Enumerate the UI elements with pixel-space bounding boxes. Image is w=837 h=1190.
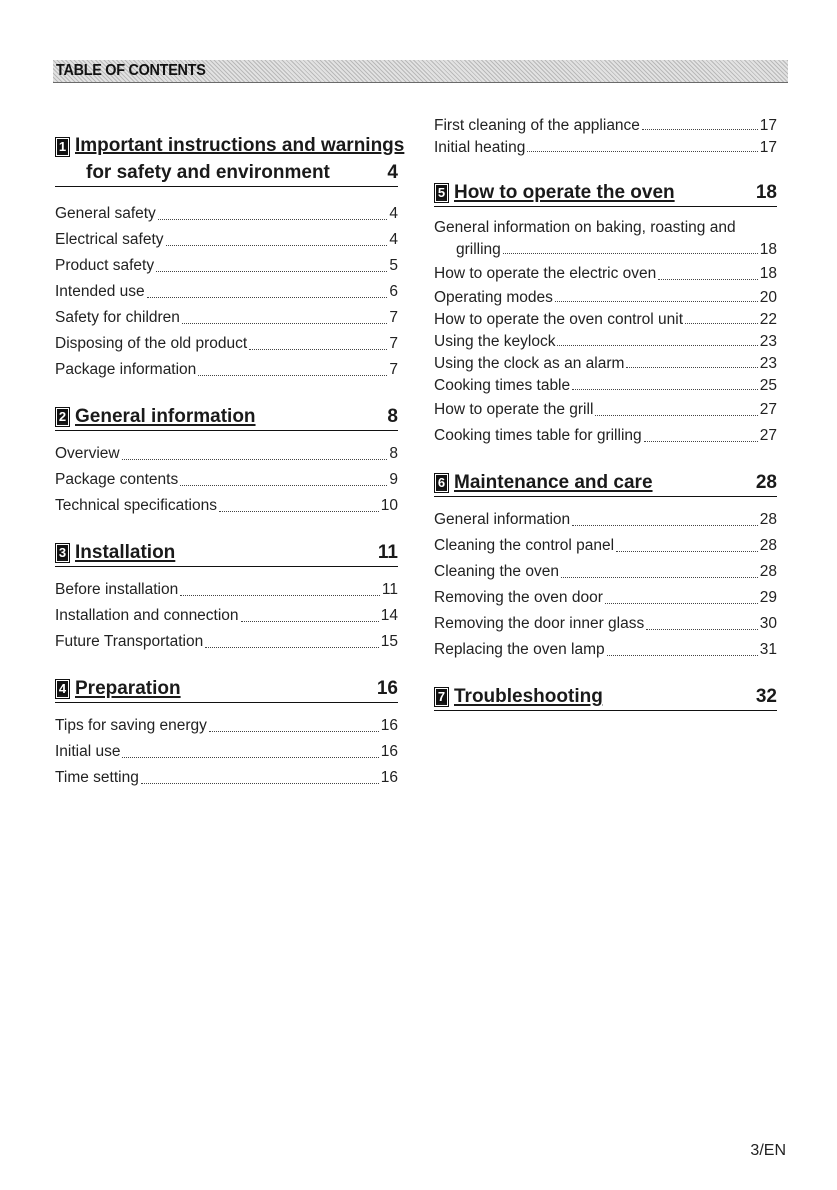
- toc-entry-tips-saving-energy[interactable]: [55, 713, 398, 739]
- entry-page: 7: [389, 361, 398, 378]
- entry-page: 28: [759, 563, 777, 580]
- toc-entry-removing-oven-door[interactable]: [434, 585, 777, 611]
- dot-leader: [180, 485, 387, 486]
- section-3-title: Installation: [75, 542, 176, 563]
- dot-leader: [219, 511, 379, 512]
- section-4-title: Preparation: [75, 678, 181, 699]
- toc-left-column: [55, 132, 405, 791]
- toc-entry-future-transportation[interactable]: [55, 629, 398, 655]
- entry-page: 27: [759, 401, 777, 418]
- entry-label: Package contents: [55, 471, 179, 488]
- entry-label: Tips for saving energy: [55, 717, 207, 734]
- entry-label: Intended use: [55, 283, 145, 300]
- toc-entry-electrical-safety[interactable]: [55, 227, 398, 253]
- entry-label: Package information: [55, 361, 197, 378]
- entry-page: 18: [759, 265, 777, 282]
- dot-leader: [616, 551, 758, 552]
- toc-entry-operate-electric-oven[interactable]: [434, 261, 777, 287]
- toc-entry-before-installation[interactable]: [55, 577, 398, 603]
- page-footer-number: 3/EN: [750, 1142, 786, 1159]
- section-3-page: 11: [377, 542, 398, 563]
- toc-entry-cleaning-oven[interactable]: [434, 559, 777, 585]
- toc-section-2: [55, 403, 398, 519]
- dot-leader: [561, 577, 758, 578]
- entry-page: 16: [380, 717, 398, 734]
- toc-entry-cooking-times-grilling[interactable]: [434, 423, 777, 449]
- entry-page: 7: [389, 309, 398, 326]
- dot-leader: [141, 783, 379, 784]
- toc-title: TABLE OF CONTENTS: [56, 62, 206, 79]
- entry-page: 8: [389, 445, 398, 462]
- dot-leader: [503, 253, 758, 254]
- entry-label: Installation and connection: [55, 607, 239, 624]
- entry-page: 4: [389, 205, 398, 222]
- toc-section-5: [434, 179, 777, 449]
- entry-label: How to operate the electric oven: [434, 265, 657, 282]
- dot-leader: [209, 731, 379, 732]
- section-5-page: 18: [755, 182, 777, 203]
- dot-leader: [572, 525, 758, 526]
- entry-page: 18: [759, 241, 777, 258]
- dot-leader: [642, 129, 758, 130]
- section-2-title: General information: [75, 406, 256, 427]
- entry-label: Future Transportation: [55, 633, 204, 650]
- section-6-heading[interactable]: [434, 469, 777, 497]
- section-7-title: Troubleshooting: [454, 686, 603, 707]
- section-5-heading[interactable]: [434, 179, 777, 207]
- section-number-badge: 5: [434, 183, 449, 203]
- section-5-title: How to operate the oven: [454, 182, 675, 203]
- dot-leader: [555, 301, 758, 302]
- toc-entry-overview[interactable]: [55, 441, 398, 467]
- entry-page: 23: [759, 333, 777, 350]
- toc-header-bar: [53, 60, 788, 83]
- section-4-heading[interactable]: [55, 675, 398, 703]
- dot-leader: [646, 629, 758, 630]
- entry-page: 16: [380, 743, 398, 760]
- entry-page: 30: [759, 615, 777, 632]
- dot-leader: [205, 647, 379, 648]
- toc-entry-operating-modes[interactable]: [434, 287, 777, 309]
- dot-leader: [182, 323, 387, 324]
- section-3-heading[interactable]: [55, 539, 398, 567]
- entry-label: Initial use: [55, 743, 121, 760]
- section-4-page: 16: [376, 678, 398, 699]
- entry-page: 14: [380, 607, 398, 624]
- toc-right-column: [434, 115, 777, 711]
- entry-label: Using the keylock: [434, 333, 556, 350]
- entry-page: 31: [759, 641, 777, 658]
- entry-page: 23: [759, 355, 777, 372]
- entry-label: Initial heating: [434, 139, 526, 156]
- section-number-badge: 2: [55, 407, 70, 427]
- dot-leader: [626, 367, 757, 368]
- toc-entry-general-info-baking-cont[interactable]: [434, 239, 777, 261]
- entry-label: Electrical safety: [55, 231, 164, 248]
- toc-entry-safety-for-children[interactable]: [55, 305, 398, 331]
- dot-leader: [241, 621, 379, 622]
- toc-entry-clock-alarm[interactable]: [434, 353, 777, 375]
- toc-entry-installation-connection[interactable]: [55, 603, 398, 629]
- toc-entry-oven-control-unit[interactable]: [434, 309, 777, 331]
- entry-label: Cooking times table for grilling: [434, 427, 642, 444]
- section-number-badge: 3: [55, 543, 70, 563]
- dot-leader: [572, 389, 758, 390]
- dot-leader: [605, 603, 758, 604]
- dot-leader: [685, 323, 758, 324]
- dot-leader: [180, 595, 380, 596]
- section-number-badge: 6: [434, 473, 449, 493]
- section-1-page: 4: [387, 162, 398, 183]
- toc-entry-maint-general-info[interactable]: [434, 507, 777, 533]
- entry-page: 17: [759, 117, 777, 134]
- toc-entry-operate-grill[interactable]: [434, 397, 777, 423]
- toc-entry-disposing-old-product[interactable]: [55, 331, 398, 357]
- entry-label: First cleaning of the appliance: [434, 117, 640, 134]
- entry-label: Cleaning the control panel: [434, 537, 615, 554]
- dot-leader: [607, 655, 758, 656]
- toc-entry-initial-heating[interactable]: [434, 137, 777, 159]
- entry-label: Before installation: [55, 581, 179, 598]
- entry-label: Replacing the oven lamp: [434, 641, 605, 658]
- entry-page: 27: [759, 427, 777, 444]
- entry-page: 17: [759, 139, 777, 156]
- entry-label: How to operate the grill: [434, 401, 594, 418]
- dot-leader: [198, 375, 387, 376]
- entry-page: 5: [389, 257, 398, 274]
- dot-leader: [158, 219, 388, 220]
- dot-leader: [166, 245, 388, 246]
- toc-entry-using-keylock[interactable]: [434, 331, 777, 353]
- dot-leader: [644, 441, 758, 442]
- entry-label: Cooking times table: [434, 377, 571, 394]
- toc-entry-cleaning-control-panel[interactable]: [434, 533, 777, 559]
- toc-entry-cooking-times-table[interactable]: [434, 375, 777, 397]
- section-number-badge: 7: [434, 687, 449, 707]
- entry-label: Technical specifications: [55, 497, 217, 514]
- section-1-heading-line1[interactable]: [55, 132, 405, 159]
- entry-label: Removing the door inner glass: [434, 615, 645, 632]
- entry-label: Safety for children: [55, 309, 180, 326]
- toc-entry-first-cleaning[interactable]: [434, 115, 777, 137]
- entry-label: Removing the oven door: [434, 589, 603, 606]
- entry-label: General information: [434, 511, 571, 528]
- dot-leader: [527, 151, 757, 152]
- section-6-page: 28: [755, 472, 777, 493]
- section-7-heading[interactable]: [434, 683, 777, 711]
- entry-page: 20: [759, 289, 777, 306]
- dot-leader: [147, 297, 388, 298]
- toc-section-1: [55, 132, 405, 383]
- dot-leader: [249, 349, 387, 350]
- entry-label: Disposing of the old product: [55, 335, 248, 352]
- entry-page: 15: [380, 633, 398, 650]
- toc-section-6: [434, 469, 777, 663]
- section-1-title-line2: for safety and environment: [86, 162, 330, 183]
- section-2-heading[interactable]: [55, 403, 398, 431]
- entry-page: 10: [380, 497, 398, 514]
- toc-entry-removing-inner-glass[interactable]: [434, 611, 777, 637]
- section-1-heading-line2[interactable]: [55, 159, 398, 187]
- entry-label: Product safety: [55, 257, 155, 274]
- dot-leader: [658, 279, 757, 280]
- dot-leader: [557, 345, 757, 346]
- entry-page: 11: [381, 581, 398, 598]
- section-number-badge: 1: [55, 137, 70, 157]
- entry-label: grilling: [456, 241, 501, 258]
- toc-entry-product-safety[interactable]: [55, 253, 398, 279]
- entry-label: Using the clock as an alarm: [434, 355, 625, 372]
- toc-section-7: [434, 683, 777, 711]
- entry-label: Time setting: [55, 769, 139, 786]
- entry-page: 22: [759, 311, 777, 328]
- entry-page: 16: [380, 769, 398, 786]
- toc-entry-general-safety[interactable]: [55, 201, 398, 227]
- section-6-title: Maintenance and care: [454, 472, 653, 493]
- toc-entry-general-info-baking[interactable]: [434, 217, 777, 239]
- toc-entry-initial-use[interactable]: [55, 739, 398, 765]
- entry-label: Operating modes: [434, 289, 553, 306]
- dot-leader: [122, 757, 378, 758]
- section-2-page: 8: [387, 406, 398, 427]
- dot-leader: [156, 271, 387, 272]
- toc-entry-intended-use[interactable]: [55, 279, 398, 305]
- entry-page: 28: [759, 537, 777, 554]
- entry-label: Cleaning the oven: [434, 563, 559, 580]
- entry-page: 4: [389, 231, 398, 248]
- dot-leader: [595, 415, 757, 416]
- toc-entry-package-information[interactable]: [55, 357, 398, 383]
- toc-section-4: [55, 675, 398, 791]
- section-7-page: 32: [755, 686, 777, 707]
- entry-page: 6: [389, 283, 398, 300]
- toc-entry-technical-specifications[interactable]: [55, 493, 398, 519]
- toc-entry-time-setting[interactable]: [55, 765, 398, 791]
- entry-page: 25: [759, 377, 777, 394]
- entry-page: 7: [389, 335, 398, 352]
- section-number-badge: 4: [55, 679, 70, 699]
- entry-label: How to operate the oven control unit: [434, 311, 684, 328]
- entry-label: Overview: [55, 445, 120, 462]
- section-1-title-line1: Important instructions and warnings: [75, 135, 405, 156]
- entry-page: 9: [389, 471, 398, 488]
- toc-entry-package-contents[interactable]: [55, 467, 398, 493]
- toc-section-3: [55, 539, 398, 655]
- entry-label: General information on baking, roasting and: [434, 219, 736, 236]
- entry-page: 29: [759, 589, 777, 606]
- entry-page: 28: [759, 511, 777, 528]
- toc-entry-replacing-oven-lamp[interactable]: [434, 637, 777, 663]
- dot-leader: [122, 459, 388, 460]
- entry-label: General safety: [55, 205, 156, 222]
